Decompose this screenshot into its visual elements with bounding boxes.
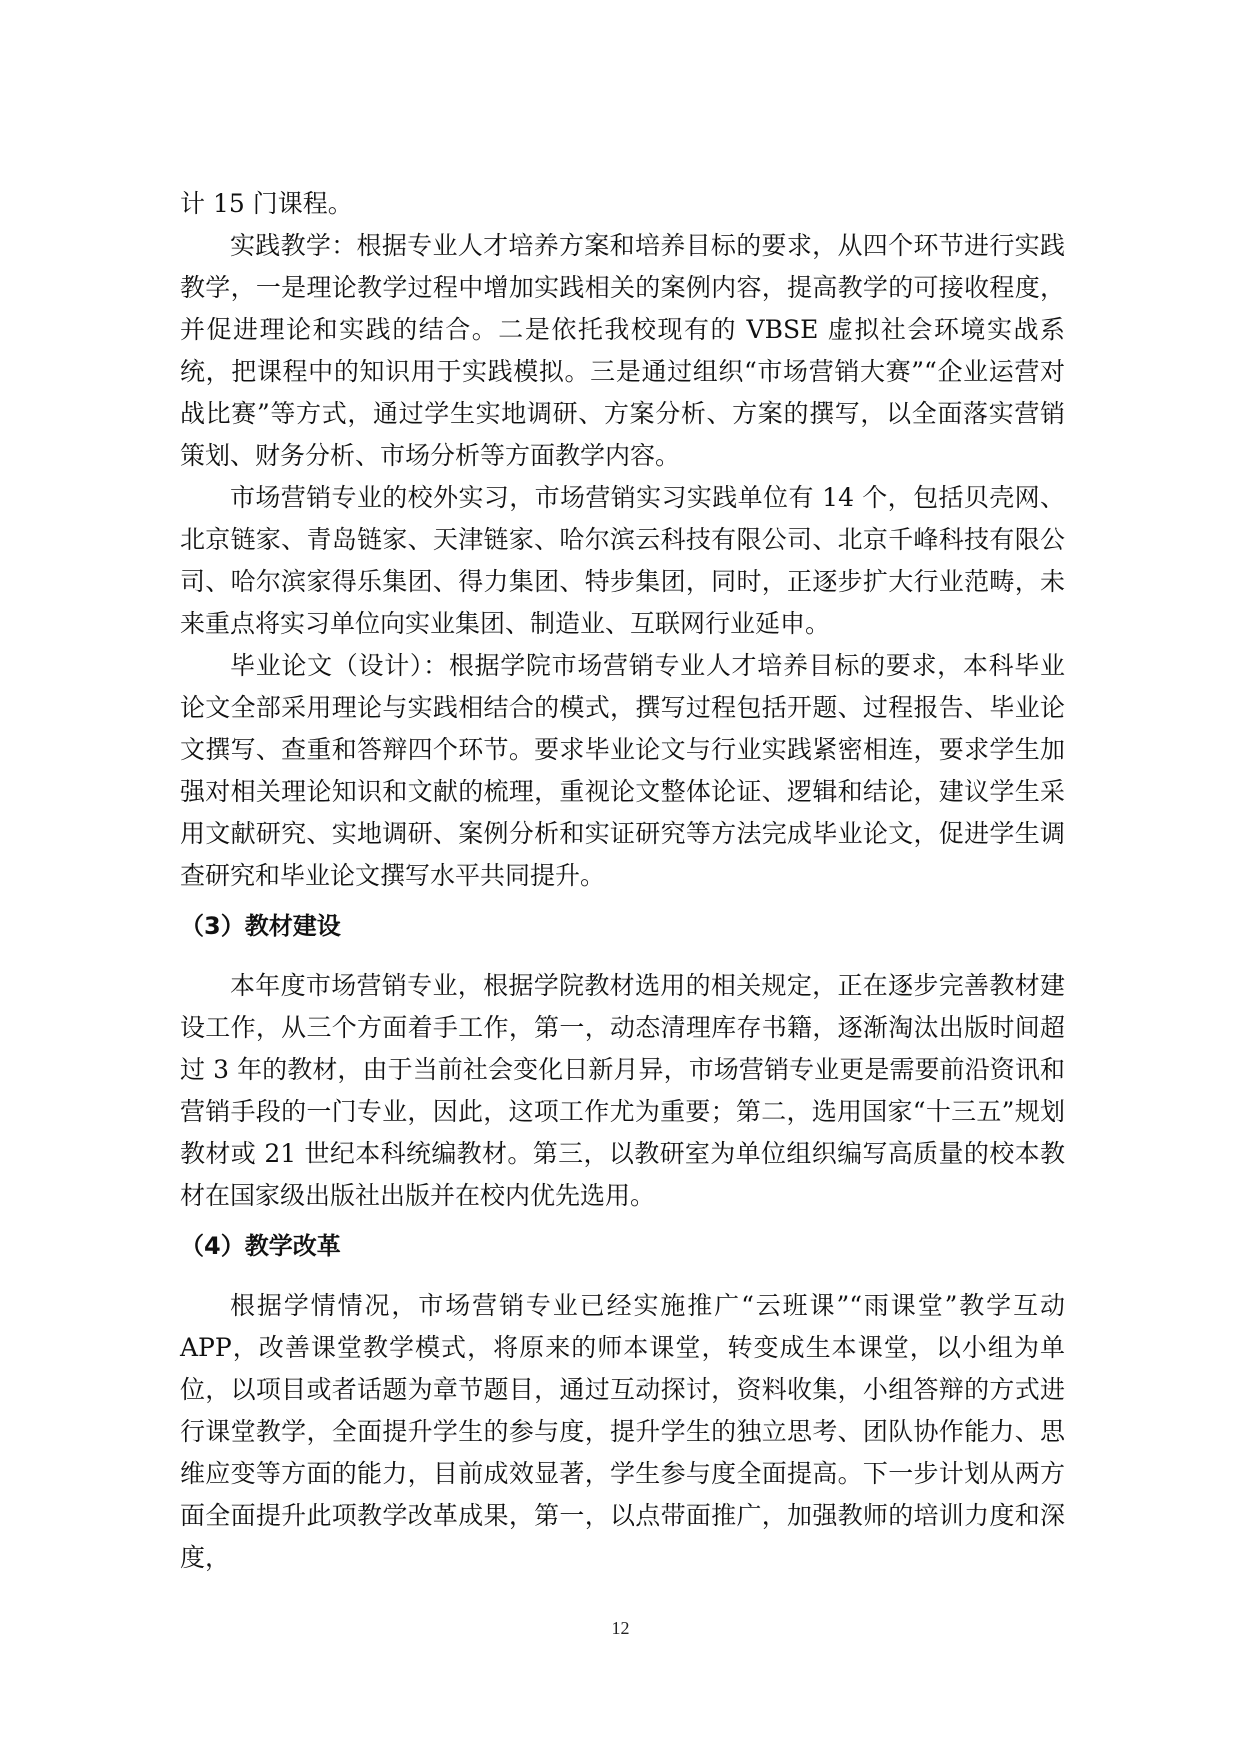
paragraph-textbook-construction: 本年度市场营销专业，根据学院教材选用的相关规定，正在逐步完善教材建设工作，从三个方面着手工作，第一，动态清理库存书籍，逐渐淘汰出版时间超过 3 年的教材，由于当前社会变化日新月异，市场营销专业更是需要前沿资讯和营销手段的一门专业，因此，这项工作尤为重要；第二，选用国家“十三五”规划教材或 21 世纪本科统编教材。第三，以教研室为单位组织编写高质量的校本教材在国家级出版社出版并在校内优先选用。 bbox=[180, 971, 1065, 1210]
section-heading-textbooks: （3）教材建设 bbox=[180, 912, 341, 940]
paragraph-course-count: 计 15 门课程。 bbox=[180, 189, 353, 218]
paragraph-teaching-reform: 根据学情情况，市场营销专业已经实施推广“云班课”“雨课堂”教学互动APP，改善课堂教学模式，将原来的师本课堂，转变成生本课堂，以小组为单位，以项目或者话题为章节题目，通过互动探讨，资料收集，小组答辩的方式进行课堂教学，全面提升学生的参与度，提升学生的独立思考、团队协作能力、思维应变等方面的能力，目前成效显著，学生参与度全面提高。下一步计划从两方面全面提升此项教学改革成果，第一，以点带面推广，加强教师的培训力度和深度， bbox=[180, 1291, 1065, 1572]
spacer bbox=[180, 1267, 1065, 1285]
paragraph-graduation-thesis: 毕业论文（设计）：根据学院市场营销专业人才培养目标的要求，本科毕业论文全部采用理论与实践相结合的模式，撰写过程包括开题、过程报告、毕业论文撰写、查重和答辩四个环节。要求毕业论文与行业实践紧密相连，要求学生加强对相关理论知识和文献的梳理，重视论文整体论证、逻辑和结论，建议学生采用文献研究、实地调研、案例分析和实证研究等方法完成毕业论文，促进学生调查研究和毕业论文撰写水平共同提升。 bbox=[180, 651, 1065, 890]
paragraph-internship: 市场营销专业的校外实习，市场营销实习实践单位有 14 个，包括贝壳网、北京链家、青岛链家、天津链家、哈尔滨云科技有限公司、北京千峰科技有限公司、哈尔滨家得乐集团、得力集团、特步集团，同时，正逐步扩大行业范畴，未来重点将实习单位向实业集团、制造业、互联网行业延申。 bbox=[180, 483, 1065, 638]
page-number: 12 bbox=[611, 1618, 630, 1638]
spacer bbox=[180, 1217, 1065, 1225]
paragraph-practice-teaching: 实践教学：根据专业人才培养方案和培养目标的要求，从四个环节进行实践教学，一是理论教学过程中增加实践相关的案例内容，提高教学的可接收程度，并促进理论和实践的结合。二是依托我校现有的 VBSE 虚拟社会环境实战系统，把课程中的知识用于实践模拟。三是通过组织“市场营销大赛”“企业运营对战比赛”等方式，通过学生实地调研、方案分析、方案的撰写，以全面落实营销策划、财务分析、市场分析等方面教学内容。 bbox=[180, 231, 1065, 470]
page-body bbox=[180, 183, 1065, 1579]
spacer bbox=[180, 947, 1065, 965]
spacer bbox=[180, 897, 1065, 905]
section-heading-teaching-reform: （4）教学改革 bbox=[180, 1232, 341, 1260]
